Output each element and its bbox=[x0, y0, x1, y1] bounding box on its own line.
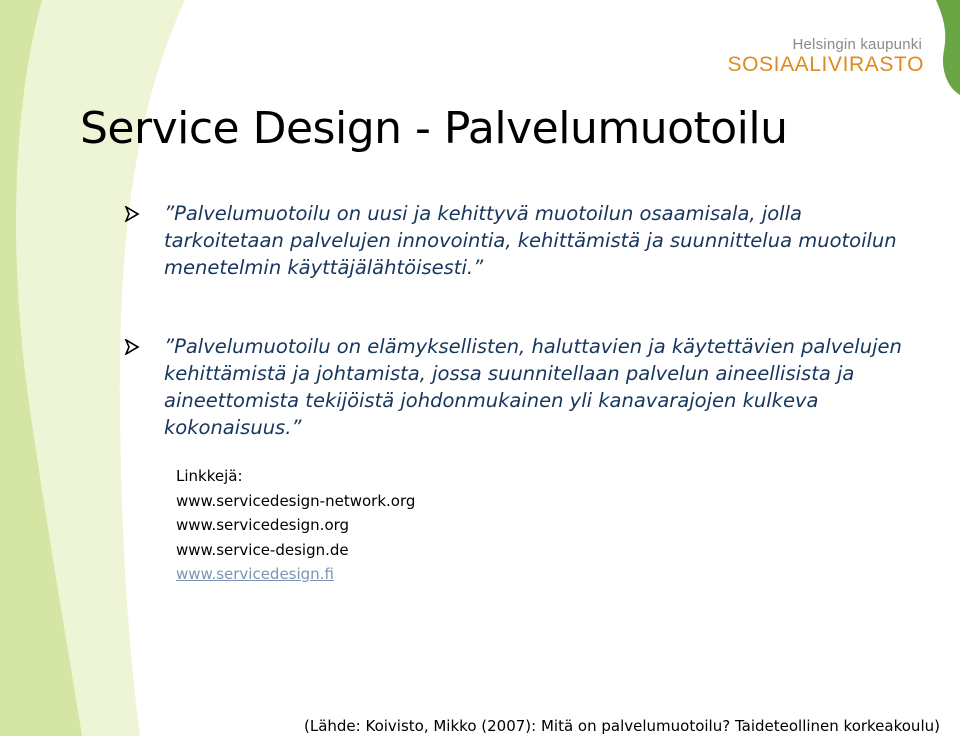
page-title: Service Design - Palvelumuotoilu bbox=[80, 103, 788, 154]
links-heading: Linkkejä: bbox=[176, 467, 243, 485]
bullet-text: ”Palvelumuotoilu on elämyksellisten, haluttavien ja käytettävien palvelujen kehittämistä ja johtamista, jossa suunnitellaan palvelun aineellisista ja aineettomista tekijöistä johdonmukainen yli kanavarajojen kulkeva kokonaisuus.” bbox=[164, 335, 902, 439]
bullet-item bbox=[124, 200, 914, 281]
link-service-design-de[interactable]: www.service-design.de bbox=[176, 540, 349, 559]
links-section bbox=[176, 464, 415, 587]
source-citation: (Lähde: Koivisto, Mikko (2007): Mitä on palvelumuotoilu? Taideteollinen korkeakoulu) bbox=[304, 717, 940, 735]
bullet-text: ”Palvelumuotoilu on uusi ja kehittyvä muotoilun osaamisala, jolla tarkoitetaan palvelujen innovointia, kehittämistä ja suunnittelua muotoilun menetelmin käyttäjälähtöisesti.” bbox=[164, 202, 897, 279]
logo-name: SOSIAALIVIRASTO bbox=[727, 53, 924, 76]
link-servicedesign-org[interactable]: www.servicedesign.org bbox=[176, 516, 350, 534]
link-servicedesign-network[interactable]: www.servicedesign-network.org bbox=[176, 491, 416, 510]
logo-city: Helsingin kaupunki bbox=[792, 36, 922, 53]
bullet-item bbox=[124, 333, 914, 441]
bullet-list bbox=[124, 200, 914, 481]
arrow-bullet-icon bbox=[124, 206, 140, 222]
arrow-bullet-icon bbox=[124, 339, 140, 355]
sosiaalivirasto-logo bbox=[727, 0, 960, 100]
leaf-icon bbox=[920, 0, 960, 100]
link-servicedesign-fi[interactable]: www.servicedesign.fi bbox=[176, 565, 334, 583]
